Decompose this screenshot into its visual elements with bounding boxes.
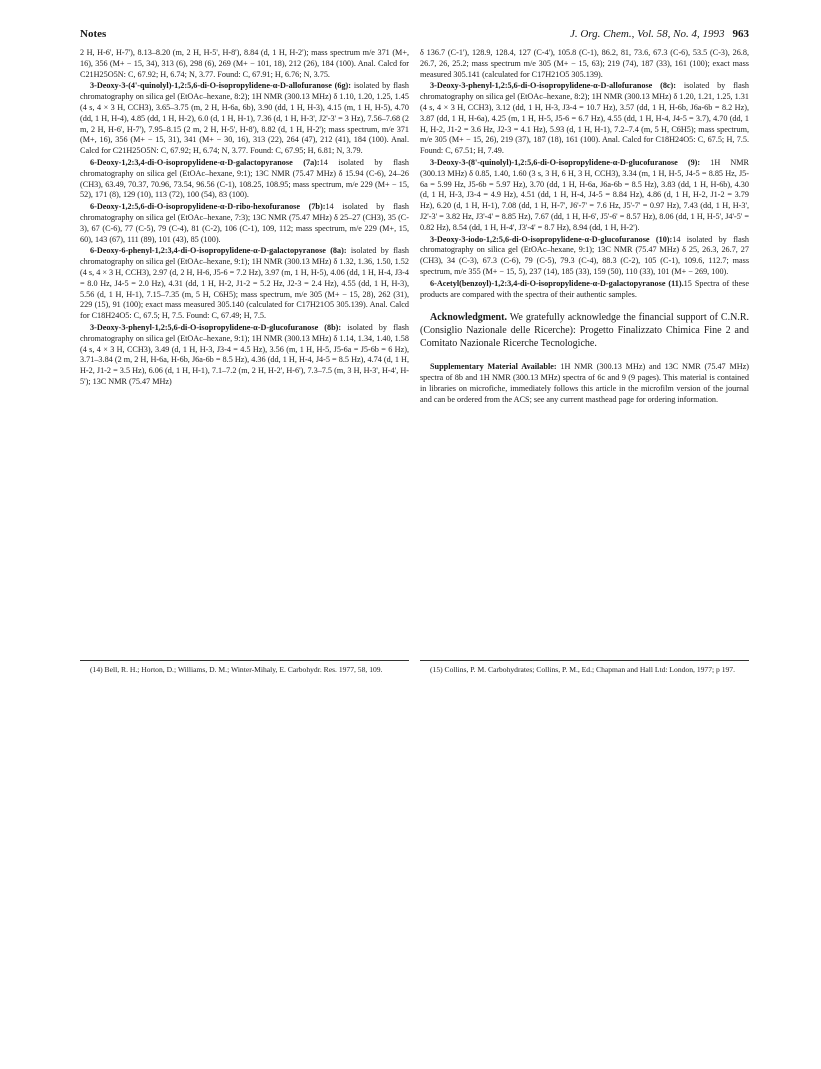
supplementary-text: 1H NMR (300.13 MHz) and 13C NMR (75.47 MHz) spectra of 8b and 1H NMR (300.13 MHz) spectra of 6c and 9 (9 pages). This material is contained in libraries on microfiche, immediately follows this article in the microfilm version of the journal and can be ordered from the ACS; see any current masthead page for ordering information. — [420, 362, 749, 404]
compound-entry-6g — [80, 81, 409, 157]
compound-body: isolated by flash chromatography on silica gel (EtOAc–hexane, 9:1); 1H NMR (300.13 MHz) δ 1.14, 1.34, 1.40, 1.58 (4 s, 4 × 3 H, CCH3), 3.49 (d, 1 H, H-3, J3-4 = 4.5 Hz), 3.56 (m, 1 H, H-5, J5-6a = J5-6b = 6 Hz), 3.71–3.84 (2 m, 2 H, H-6a, H-6b, J6a-6b = 8.5 Hz), 4.36 (dd, 1 H, H-4, J4-5 = 8.5 Hz), 4.74 (d, 1 H, H-2, J1-2 = 3.5 Hz), 6.06 (d, 1 H, H-1), 7.1–7.2 (m, 2 H, H-2', H-6'), 7.3–7.5 (m, 3 H, H-3', H-4', H-5'); 13C NMR (75.47 MHz) — [80, 322, 410, 386]
page-number: 963 — [732, 28, 749, 40]
compound-entry-7a — [80, 158, 409, 201]
left-column — [80, 48, 409, 389]
right-intro-paragraph: δ 136.7 (C-1'), 128.9, 128.4, 127 (C-4'), 105.8 (C-1), 86.2, 81, 73.6, 67.3 (C-6), 53.5 (C-3), 26.8, 26.7, 26, 25.2; mass spectrum m/e 305 (M+ − 15, 63); 219 (74), 187 (33), 161 (100); exact mass measured 305.141 (calculated for C17H21O5 305.139). — [420, 48, 749, 79]
right-column — [420, 48, 749, 414]
compound-body: 14 isolated by flash chromatography on silica gel (EtOAc–hexane, 7:3); 13C NMR (75.47 MHz) δ 25–27 (CH3), 35 (C-3), 67 (C-6), 77 (C-5), 79 (C-4), 81 (C-2), 106 (C-1), 109, 112; mass spectrum, m/e 229 (M+, 15, 60), 143 (67), 111 (89), 101 (43), 85 (100). — [80, 202, 409, 244]
compound-title: 3-Deoxy-3-iodo-1,2:5,6-di-O-isopropylidene-α-D-glucofuranose (10): — [430, 234, 673, 244]
compound-title: 3-Deoxy-3-phenyl-1,2:5,6-di-O-isopropylidene-α-D-allofuranose (8c): — [430, 81, 677, 91]
supplementary-paragraph — [420, 362, 749, 405]
left-intro-paragraph: 2 H, H-6', H-7'), 8.13–8.20 (m, 2 H, H-5', H-8'), 8.84 (d, 1 H, H-2'); mass spectrum m/e 371 (M+, 16), 356 (M+ − 15, 34), 313 (6), 298 (6), 269 (M+ − 101, 18), 212 (26), 184 (100). Anal. Calcd for C21H25O5N: C, 67.92; H, 6.74; N, 3.77. Found: C, 67.91; H, 6.76; N, 3.75. — [80, 48, 409, 79]
compound-title: 6-Acetyl(benzoyl)-1,2:3,4-di-O-isopropylidene-α-D-galactopyranose (11). — [430, 278, 684, 288]
compound-title: 6-Deoxy-6-phenyl-1,2:3,4-di-O-isopropylidene-α-D-galactopyranose (8a): — [90, 246, 347, 256]
compound-body: 14 isolated by flash chromatography on silica gel (EtOAc–hexane, 9:1); 13C NMR (75.47 MHz) δ 25, 26.3, 26.7, 27 (CH3), 34 (C-3), 67.3 (C-6), 79 (C-5), 79.3 (C-4), 88.3 (C-2), 105 (C-1), 109.6, 112.7; mass spectrum, m/e 355 (M+ − 15, 5), 237 (14), 185 (33), 159 (50), 110 (33), 101 (M+ − 269, 100). — [420, 234, 749, 276]
footnotes-right — [420, 660, 749, 675]
journal-citation — [570, 28, 749, 40]
page-header — [80, 28, 749, 44]
footnote-15: (15) Collins, P. M. Carbohydrates; Collins, P. M., Ed.; Chapman and Hall Ltd: London, 1977; p 197. — [430, 665, 736, 674]
compound-body: isolated by flash chromatography on silica gel (EtOAc–hexane, 8:2); 1H NMR (300.13 MHz) δ 1.20, 1.21, 1.25, 1.31 (4 s, 4 × 3 H, CCH3), 3.12 (dd, 1 H, H-3, J3-4 = 10.7 Hz), 3.57 (dd, 1 H, H-6b, J6a-6b = 8.2 Hz), 3.87 (dd, 1 H, H-6a), 4.25 (m, 1 H, H-5, J5-6 = 6.7 Hz), 4.55 (dd, 1 H, H-4, J4-5 = 3.7), 4.70 (dd, 1 H, H-2, J1-2 = 3.6 Hz, J2-3 = 4.1 Hz), 5.93 (d, 1 H, H-1), 7.2–7.4 (m, 5 H, C6H5); mass spectrum, m/e 305 (M+ − 15, 26), 219 (37), 187 (18), 161 (100). Anal. Calcd for C18H24O5: C, 67.5; H, 7.5. Found: C, 67.51; H, 7.49. — [420, 81, 749, 156]
compound-entry-11 — [420, 279, 749, 301]
compound-body: 14 isolated by flash chromatography on silica gel (EtOAc–hexane, 9:1); 13C NMR (75.47 MHz) δ 15.94 (C-6), 24–26 (CH3), 63.49, 70.37, 70.96, 73.54, 96.56 (C-1), 108.25, 108.95; mass spectrum, m/e 229 (M+ − 15, 52), 171 (8), 129 (10), 113 (72), 100 (54), 83 (100). — [80, 157, 409, 200]
footnote-rule — [420, 660, 749, 661]
compound-title: 6-Deoxy-1,2:3,4-di-O-isopropylidene-α-D-galactopyranose (7a): — [90, 157, 320, 167]
compound-title: 3-Deoxy-3-(8'-quinolyl)-1,2:5,6-di-O-isopropylidene-α-D-glucofuranose (9): — [430, 157, 701, 167]
footnotes-left — [80, 660, 409, 675]
compound-entry-10 — [420, 235, 749, 278]
compound-title: 6-Deoxy-1,2:5,6-di-O-isopropylidene-α-D-ribo-hexofuranose (7b): — [90, 202, 326, 212]
journal-name: J. Org. Chem., Vol. 58, No. 4, 1993 — [569, 28, 725, 40]
acknowledgment-heading: Acknowledgment. — [430, 312, 507, 324]
compound-body: isolated by flash chromatography on silica gel (EtOAc–hexane, 9:1); 1H NMR (300.13 MHz) δ 1.32, 1.36, 1.50, 1.52 (4 s, 4 × 3 H, CCH3), 2.97 (d, 2 H, H-6, J5-6 = 7.2 Hz), 3.97 (m, 1 H, H-5), 4.06 (dd, 1 H, H-4, J3-4 = 8.0 Hz, J4-5 = 2.0 Hz), 4.31 (dd, 1 H, H-2, J1-2 = 5.2 Hz, J2-3 = 2.4 Hz), 4.55 (dd, 1 H, H-3), 5.56 (d, 1 H, H-1), 7.15–7.35 (m, 5 H, C6H5); mass spectrum, m/e 305 (M+ − 15, 28), 262 (31), 229 (15), 91 (100); exact mass measured 305.140 (calculated for C17H21O5 305.139). Anal. Calcd for C18H24O5: C, 67.5; H, 7.5. Found: C, 67.49; H, 7.5. — [80, 246, 409, 321]
section-label: Notes — [80, 28, 107, 40]
compound-title: 3-Deoxy-3-phenyl-1,2:5,6-di-O-isopropylidene-α-D-glucofuranose (8b): — [90, 322, 342, 332]
compound-entry-8b — [80, 323, 409, 388]
compound-body: isolated by flash chromatography on silica gel (EtOAc–hexane, 8:2); 1H NMR (300.13 MHz) δ 1.10, 1.20, 1.25, 1.45 (4 s, 4 × 3 H, CCH3), 3.65–3.75 (m, 2 H, H-6a, 6b), 3.90 (dd, 1 H, H-3), 4.15 (m, 1 H, H-5), 4.70 (dd, 1 H, H-4), 4.85 (dd, 1 H, H-2), 6.0 (d, 1 H, H-1), 7.36 (d, 1 H, H-3', J2'-3' = 3 Hz), 7.56–7.68 (2 m, 2 H, H-6', H-7'), 7.95–8.15 (2 m, 2 H, H-5', H-8'), 8.82 (d, 1 H, H-2'); mass spectrum, m/e 371 (M+, 16), 356 (M+ − 15, 31), 341 (M+ − 30, 16), 313 (22), 264 (47), 212 (41), 184 (100). Anal. Calcd for C21H25O5N: C, 67.92; H, 6.74; N, 3.77. Found: C, 67.95; H, 6.81; N, 3.79. — [80, 81, 409, 156]
compound-title: 3-Deoxy-3-(4'-quinolyl)-1,2:5,6-di-O-isopropylidene-α-D-allofuranose (6g): — [90, 81, 352, 91]
footnote-rule — [80, 660, 409, 661]
compound-entry-8c — [420, 81, 749, 157]
supplementary-heading: Supplementary Material Available: — [430, 362, 557, 372]
footnote-14: (14) Bell, R. H.; Horton, D.; Williams, D. M.; Winter-Mihaly, E. Carbohydr. Res. 1977, 58, 109. — [90, 665, 383, 674]
compound-entry-9 — [420, 158, 749, 234]
acknowledgment-paragraph — [420, 311, 749, 350]
compound-body: 15 Spectra of these products are compared with the spectra of their authentic samples. — [420, 278, 749, 299]
acknowledgment-text: We gratefully acknowledge the financial support of C.N.R. (Consiglio Nazionale delle Ricerche): Progetto Finalizzato Chimica Fine 2 and Comitato Nazionale Ricerche Tecnologiche. — [420, 312, 749, 350]
compound-entry-7b — [80, 202, 409, 245]
compound-entry-8a — [80, 246, 409, 322]
compound-body: 1H NMR (300.13 MHz) δ 0.85, 1.40, 1.60 (3 s, 3 H, 6 H, 3 H, CCH3), 3.34 (m, 1 H, H-5, J4-5 = 8.85 Hz, J5-6a = 5.99 Hz, J5-6b = 5.97 Hz), 3.70 (dd, 1 H, H-6a, J6a-6b = 8.5 Hz), 3.83 (dd, 1 H, H-6b), 4.30 (d, 1 H, H-3, J3-4 = 4.9 Hz), 4.51 (dd, 1 H, H-4, J4-5 = 8.84 Hz), 4.86 (d, 1 H, H-2, J1-2 = 3.79 Hz), 6.20 (d, 1 H, H-1), 7.08 (dd, 1 H, H-7', J6'-7' = 7.6 Hz, J5'-7' = 0.97 Hz), 7.43 (dd, 1 H, H-3', J2'-3' = 3.82 Hz, J3'-4' = 8.85 Hz), 7.67 (dd, 1 H, H-6', J5'-6' = 8.57 Hz), 8.06 (dd, 1 H, H-5', J4'-5' = 0.82 Hz), 8.54 (dd, 1 H, H-4', J3'-4' = 8.7 Hz), 8.94 (dd, 1 H, H-2'). — [420, 157, 749, 232]
